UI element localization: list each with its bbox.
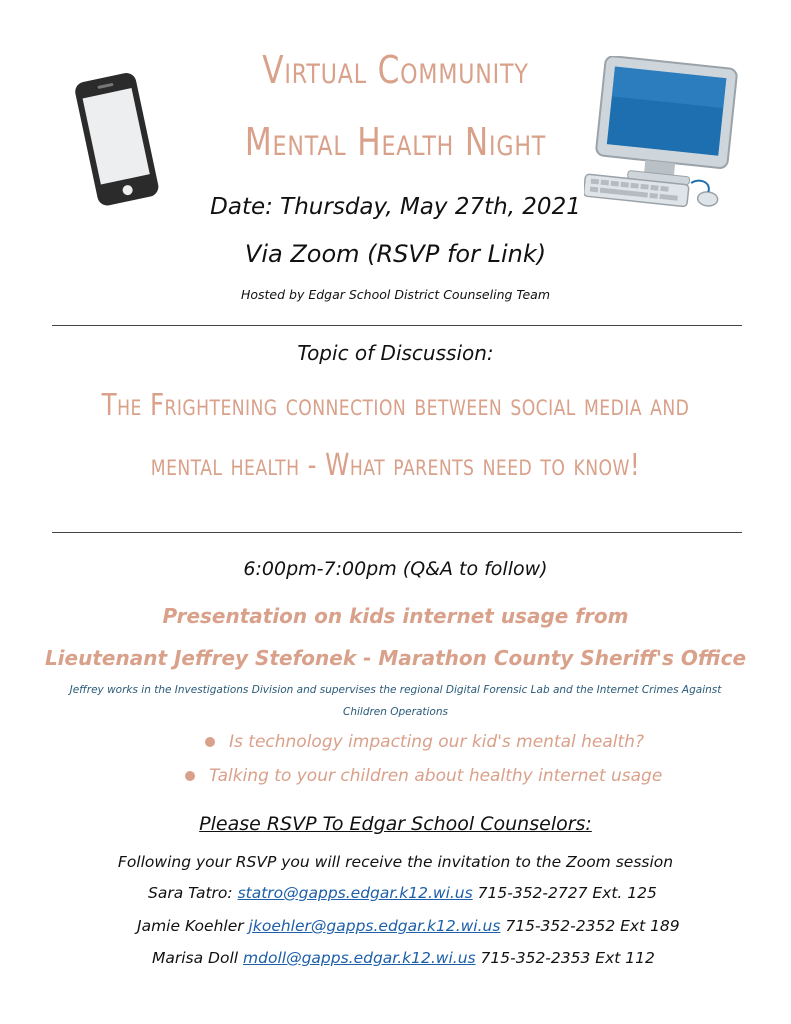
topic-label: Topic of Discussion: [297,341,494,365]
hosted-by: Hosted by Edgar School District Counseling Team [240,287,551,302]
contact-row [137,917,680,935]
bullet-item [185,766,662,786]
presenter-bio-line-2: Children Operations [343,706,448,718]
contact-phone: 715-352-2727 Ext. 125 [477,884,657,902]
contact-row [148,884,657,902]
title-line-2: Mental Health Night [244,120,547,164]
contact-name: Sara Tatro: [148,884,233,902]
divider [52,325,742,326]
bullet-item [205,732,644,752]
contact-email-link[interactable]: statro@gapps.edgar.k12.wi.us [237,884,473,902]
event-time: 6:00pm-7:00pm (Q&A to follow) [243,558,548,580]
rsvp-note: Following your RSVP you will receive the invitation to the Zoom session [117,853,674,871]
topic-line-2: mental health - What parents need to know! [150,448,641,483]
contact-name: Marisa Doll [152,949,239,967]
rsvp-heading: Please RSVP To Edgar School Counselors: [199,813,592,835]
event-location: Via Zoom (RSVP for Link) [244,240,547,268]
bullet-text: Talking to your children about healthy internet usage [209,766,663,786]
presentation-line-1: Presentation on kids internet usage from [162,604,629,628]
bullet-dot-icon [205,737,215,747]
title-line-1: Virtual Community [262,48,529,92]
presenter-bio-line-1: Jeffrey works in the Investigations Division and supervises the regional Digital Forensic Lab and the Internet Crimes Against [69,684,722,696]
contact-email-link[interactable]: jkoehler@gapps.edgar.k12.wi.us [248,917,501,935]
divider [52,532,742,533]
contact-name: Jamie Koehler [137,917,244,935]
contact-phone: 715-352-2352 Ext 189 [505,917,680,935]
contact-phone: 715-352-2353 Ext 112 [480,949,655,967]
topic-line-1: The Frightening connection between social media and [101,388,690,423]
bullet-dot-icon [185,771,195,781]
contact-email-link[interactable]: mdoll@gapps.edgar.k12.wi.us [243,949,476,967]
event-date: Date: Thursday, May 27th, 2021 [210,194,581,220]
bullet-text: Is technology impacting our kid's mental health? [229,732,644,752]
contact-row [152,949,655,967]
presentation-line-2: Lieutenant Jeffrey Stefonek - Marathon County Sheriff's Office [44,646,747,670]
